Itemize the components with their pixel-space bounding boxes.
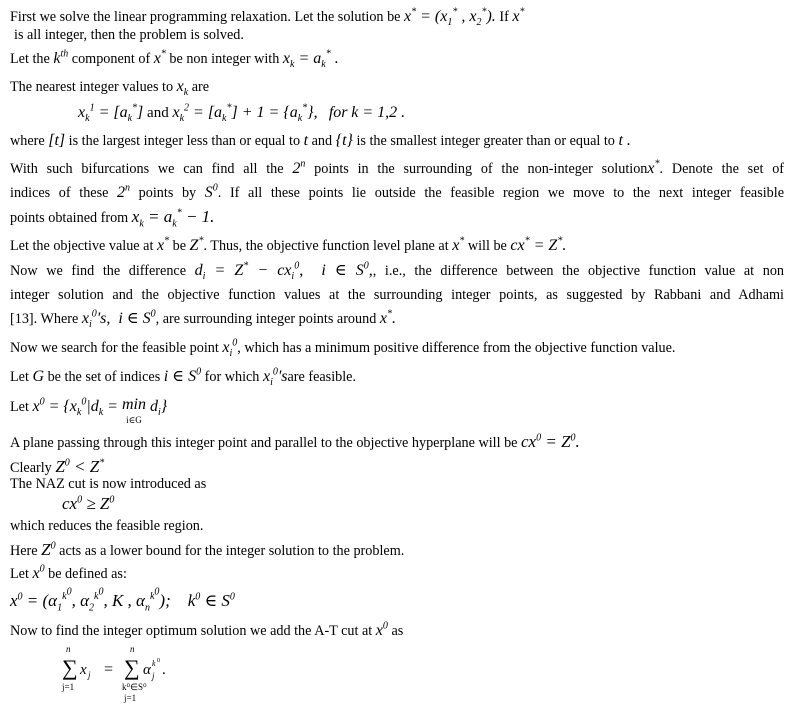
svg-text:∑: ∑ bbox=[62, 655, 78, 680]
text: points in the surrounding of the non-integer solution bbox=[314, 161, 648, 177]
text: where bbox=[10, 133, 45, 149]
text: is all integer, then the problem is solved. bbox=[14, 27, 244, 43]
text: be non integer with bbox=[169, 51, 280, 67]
math-inline: i ∈ $S^0$ bbox=[163, 366, 202, 385]
text: is the smallest integer greater than or equal to bbox=[356, 133, 615, 149]
text: Let the objective value at bbox=[10, 238, 154, 254]
text: points by bbox=[138, 185, 197, 201]
math-inline: $x_i^0's$, i ∈ $S^0$ bbox=[81, 308, 156, 331]
svg-text:.: . bbox=[162, 662, 166, 678]
math-display: $x_k^2 = [a_k^*] + 1 = \{a_k^*\}$, bbox=[172, 102, 318, 125]
math-inline: $cx^0 = Z^0$. bbox=[521, 432, 580, 451]
paragraph-line bbox=[14, 26, 784, 44]
math-inline: $x_k$ bbox=[176, 78, 189, 99]
text: . If all these points lie outside the feasible region we move to the next integer feasible bbox=[217, 185, 784, 201]
svg-text:x: x bbox=[80, 662, 87, 678]
svg-text:=: = bbox=[104, 661, 114, 678]
paragraph-line bbox=[10, 433, 784, 452]
text: are bbox=[191, 79, 210, 95]
paragraph-line bbox=[10, 587, 784, 614]
text: , are surrounding integer points around bbox=[155, 311, 377, 327]
text: and bbox=[311, 133, 333, 149]
equation bbox=[78, 102, 406, 125]
text: Now we find the difference bbox=[10, 263, 187, 279]
text: Let bbox=[10, 566, 29, 582]
math-inline: $S^0$ bbox=[204, 182, 218, 201]
text: acts as a lower bound for the integer solution to the problem. bbox=[59, 543, 405, 559]
math-inline: $Z^0 < Z^*$ bbox=[55, 457, 105, 476]
math-inline: x* bbox=[512, 6, 525, 25]
sum-equation bbox=[58, 644, 198, 706]
text: be bbox=[172, 238, 186, 254]
math-inline: x* bbox=[153, 48, 166, 67]
paragraph-line bbox=[10, 475, 784, 493]
svg-text:j=1: j=1 bbox=[62, 682, 75, 692]
text: Let the bbox=[10, 51, 50, 67]
paragraph-line bbox=[10, 541, 784, 560]
svg-text:α: α bbox=[143, 662, 151, 678]
math-inline: $Z^0$ bbox=[41, 540, 56, 559]
math-inline: $x^* = (x_1^*$ , $x_2^*$). bbox=[404, 6, 496, 29]
svg-text:0: 0 bbox=[157, 658, 160, 664]
math-inline: 2$^n$ bbox=[117, 182, 131, 201]
svg-text:j: j bbox=[152, 671, 155, 681]
text: , which has a minimum positive difference from the objective function value. bbox=[237, 340, 676, 356]
text: . Denote the set of bbox=[659, 161, 785, 177]
paragraph-line bbox=[10, 78, 784, 99]
paragraph-line bbox=[10, 517, 784, 535]
text: A plane passing through this integer point and parallel to the objective hyperplane will be bbox=[10, 435, 518, 451]
paragraph-line bbox=[10, 184, 784, 202]
svg-text:j=1: j=1 bbox=[124, 693, 137, 703]
math-inline: $x^0$ bbox=[32, 563, 45, 582]
svg-text:n: n bbox=[66, 644, 71, 654]
math-inline: x* bbox=[452, 235, 465, 254]
paragraph-line bbox=[10, 160, 784, 178]
math-inline: $x_k = a_k^*$ . bbox=[282, 48, 339, 71]
math-inline: x* bbox=[647, 158, 660, 177]
paragraph-line bbox=[10, 260, 785, 283]
equation bbox=[58, 644, 198, 711]
paragraph-line bbox=[10, 398, 784, 427]
text: be the set of indices bbox=[47, 369, 161, 385]
text: Let bbox=[10, 399, 29, 415]
paragraph-line bbox=[10, 286, 784, 304]
text: Here bbox=[10, 543, 38, 559]
math-inline: $x_i^0$ bbox=[222, 337, 238, 360]
text: and bbox=[147, 105, 169, 121]
text: as bbox=[391, 623, 404, 639]
paragraph-line bbox=[10, 48, 784, 71]
paragraph-line bbox=[10, 207, 784, 230]
svg-text:∑: ∑ bbox=[124, 655, 140, 680]
text: Now to find the integer optimum solution we add the A-T cut at bbox=[10, 623, 373, 639]
paragraph-line bbox=[10, 337, 784, 360]
text: Clearly bbox=[10, 460, 52, 476]
text: integer solution and the objective function values at the surrounding integer points, as suggested by Rabbani and Adhami bbox=[10, 287, 784, 303]
text: Let bbox=[10, 369, 29, 385]
text: First we solve the linear programming relaxation. Let the solution be bbox=[10, 9, 401, 25]
math-inline: x*. bbox=[379, 308, 396, 327]
math-inline: 2$^n$ bbox=[292, 158, 306, 177]
text: Now we search for the feasible point bbox=[10, 340, 219, 356]
equation bbox=[62, 494, 114, 514]
paragraph-line bbox=[10, 622, 784, 640]
math-inline: $k^{th}$ bbox=[53, 48, 69, 67]
paragraph-line bbox=[10, 565, 784, 583]
text: With such bifurcations we can find all the bbox=[10, 161, 284, 177]
math-inline: $d_i = Z^* - cx_i^0$, i ∈ $S^0$, bbox=[194, 260, 373, 283]
svg-text:n: n bbox=[130, 644, 135, 654]
text: for bbox=[328, 104, 348, 121]
math-display: $cx^0 \ge Z^0$ bbox=[62, 494, 115, 513]
text: for which bbox=[204, 369, 260, 385]
paragraph-line bbox=[10, 366, 784, 389]
text: points obtained from bbox=[10, 210, 129, 226]
text: k = 1,2 . bbox=[351, 104, 406, 121]
text: indices of these bbox=[10, 185, 109, 201]
text: . Thus, the objective function level plane at bbox=[203, 238, 449, 254]
math-inline: [t] bbox=[48, 132, 66, 149]
paragraph-line bbox=[10, 6, 784, 29]
text: is the largest integer less than or equal to bbox=[68, 133, 301, 149]
text: component of bbox=[71, 51, 151, 67]
math-display: $x^0 = (\alpha_1^{k^0}$, $\alpha_2^{k^0}$, K , $\alpha_n^{k^0}$); $k^0$ ∈ $S^0$ bbox=[10, 587, 235, 614]
text: The nearest integer values to bbox=[10, 79, 174, 95]
text: which reduces the feasible region. bbox=[10, 518, 204, 534]
math-inline: t . bbox=[618, 132, 631, 149]
math-inline: $x^0$ bbox=[375, 620, 388, 639]
math-inline: $x^0 = \{x_k^0|d_k = \min$ i∈G $d_i$} bbox=[32, 396, 168, 425]
text: are feasible. bbox=[287, 369, 357, 385]
math-inline: $x_k = a_k^* - 1$. bbox=[131, 207, 215, 230]
paragraph-line bbox=[10, 132, 784, 150]
text: The NAZ cut is now introduced as bbox=[10, 476, 207, 492]
svg-text:k⁰∈S⁰: k⁰∈S⁰ bbox=[122, 682, 147, 692]
math-inline: x* bbox=[156, 235, 170, 254]
svg-text:k: k bbox=[152, 659, 156, 668]
text: [13]. Where bbox=[10, 311, 79, 327]
math-inline: {t} bbox=[335, 132, 353, 149]
paragraph-line bbox=[10, 308, 784, 331]
text: will be bbox=[467, 238, 507, 254]
math-inline: $x_i^0's$ bbox=[262, 366, 288, 389]
paragraph-line bbox=[10, 237, 784, 255]
math-display: $x_k^1 = [a_k^*]$ bbox=[78, 102, 144, 125]
text: be defined as: bbox=[48, 566, 127, 582]
math-inline: Z* bbox=[189, 235, 204, 254]
math-inline: cx* = Z*. bbox=[510, 235, 567, 254]
svg-text:j: j bbox=[88, 670, 91, 680]
math-inline: G bbox=[32, 368, 45, 385]
text: If bbox=[499, 9, 509, 25]
text: , i.e., the difference between the objective function value at non bbox=[372, 263, 785, 279]
math-inline: t bbox=[303, 132, 309, 149]
